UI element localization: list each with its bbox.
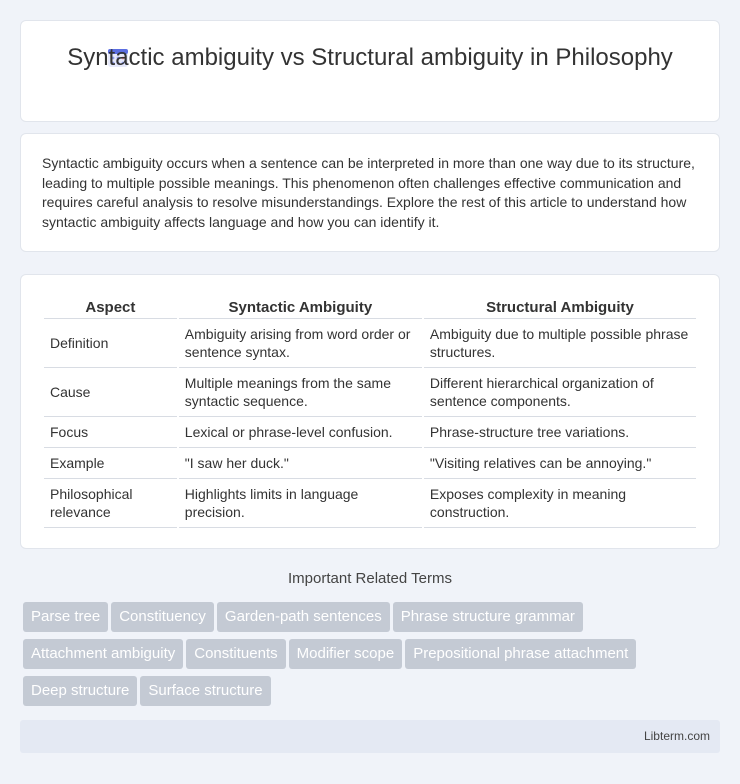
table-row — [44, 479, 696, 528]
table-cell: Exposes complexity in meaning construction. — [424, 479, 696, 528]
table-cell: Cause — [44, 368, 177, 417]
related-term-tag[interactable]: Modifier scope — [289, 639, 403, 669]
table-row — [44, 448, 696, 479]
table-header-row — [44, 297, 696, 319]
related-term-tag[interactable]: Constituents — [186, 639, 285, 669]
table-cell: Ambiguity arising from word order or sentence syntax. — [179, 319, 422, 368]
related-terms-list — [23, 602, 723, 713]
related-terms-heading: Important Related Terms — [288, 570, 452, 587]
related-term-tag[interactable]: Attachment ambiguity — [23, 639, 183, 669]
table-cell: Highlights limits in language precision. — [179, 479, 422, 528]
comparison-table — [42, 297, 698, 528]
intro-card — [20, 133, 720, 252]
table-cell: Definition — [44, 319, 177, 368]
related-term-tag[interactable]: Surface structure — [140, 676, 270, 706]
table-row — [44, 319, 696, 368]
related-term-tag[interactable]: Parse tree — [23, 602, 108, 632]
page-title: Syntactic ambiguity vs Structural ambiguity in Philosophy — [67, 44, 673, 71]
column-header-structural: Structural Ambiguity — [424, 297, 696, 319]
column-header-aspect: Aspect — [44, 297, 177, 319]
footer-site-link[interactable]: Libterm.com — [643, 729, 710, 743]
related-term-tag[interactable]: Constituency — [111, 602, 214, 632]
comparison-table-card — [20, 274, 720, 549]
table-row — [44, 417, 696, 448]
table-cell: Philosophical relevance — [44, 479, 177, 528]
table-cell: Lexical or phrase-level confusion. — [179, 417, 422, 448]
table-cell: "I saw her duck." — [179, 448, 422, 479]
table-cell: Ambiguity due to multiple possible phrase structures. — [424, 319, 696, 368]
column-header-syntactic: Syntactic Ambiguity — [179, 297, 422, 319]
intro-paragraph: Syntactic ambiguity occurs when a sentence can be interpreted in more than one way due to its structure, leading to multiple possible meanings. This phenomenon often challenges effective communication and requires careful analysis to resolve misunderstandings. Explore the rest of this article to understand how syntactic ambiguity affects language and how you can identify it. — [42, 155, 695, 230]
related-term-tag[interactable]: Garden-path sentences — [217, 602, 390, 632]
footer — [20, 720, 720, 753]
related-term-tag[interactable]: Prepositional phrase attachment — [405, 639, 636, 669]
related-term-tag[interactable]: Deep structure — [23, 676, 137, 706]
related-term-tag[interactable]: Phrase structure grammar — [393, 602, 583, 632]
table-cell: "Visiting relatives can be annoying." — [424, 448, 696, 479]
table-cell: Example — [44, 448, 177, 479]
table-cell: Phrase-structure tree variations. — [424, 417, 696, 448]
title-card — [20, 20, 720, 122]
table-cell: Different hierarchical organization of sentence components. — [424, 368, 696, 417]
table-cell: Multiple meanings from the same syntactic sequence. — [179, 368, 422, 417]
table-row — [44, 368, 696, 417]
table-cell: Focus — [44, 417, 177, 448]
